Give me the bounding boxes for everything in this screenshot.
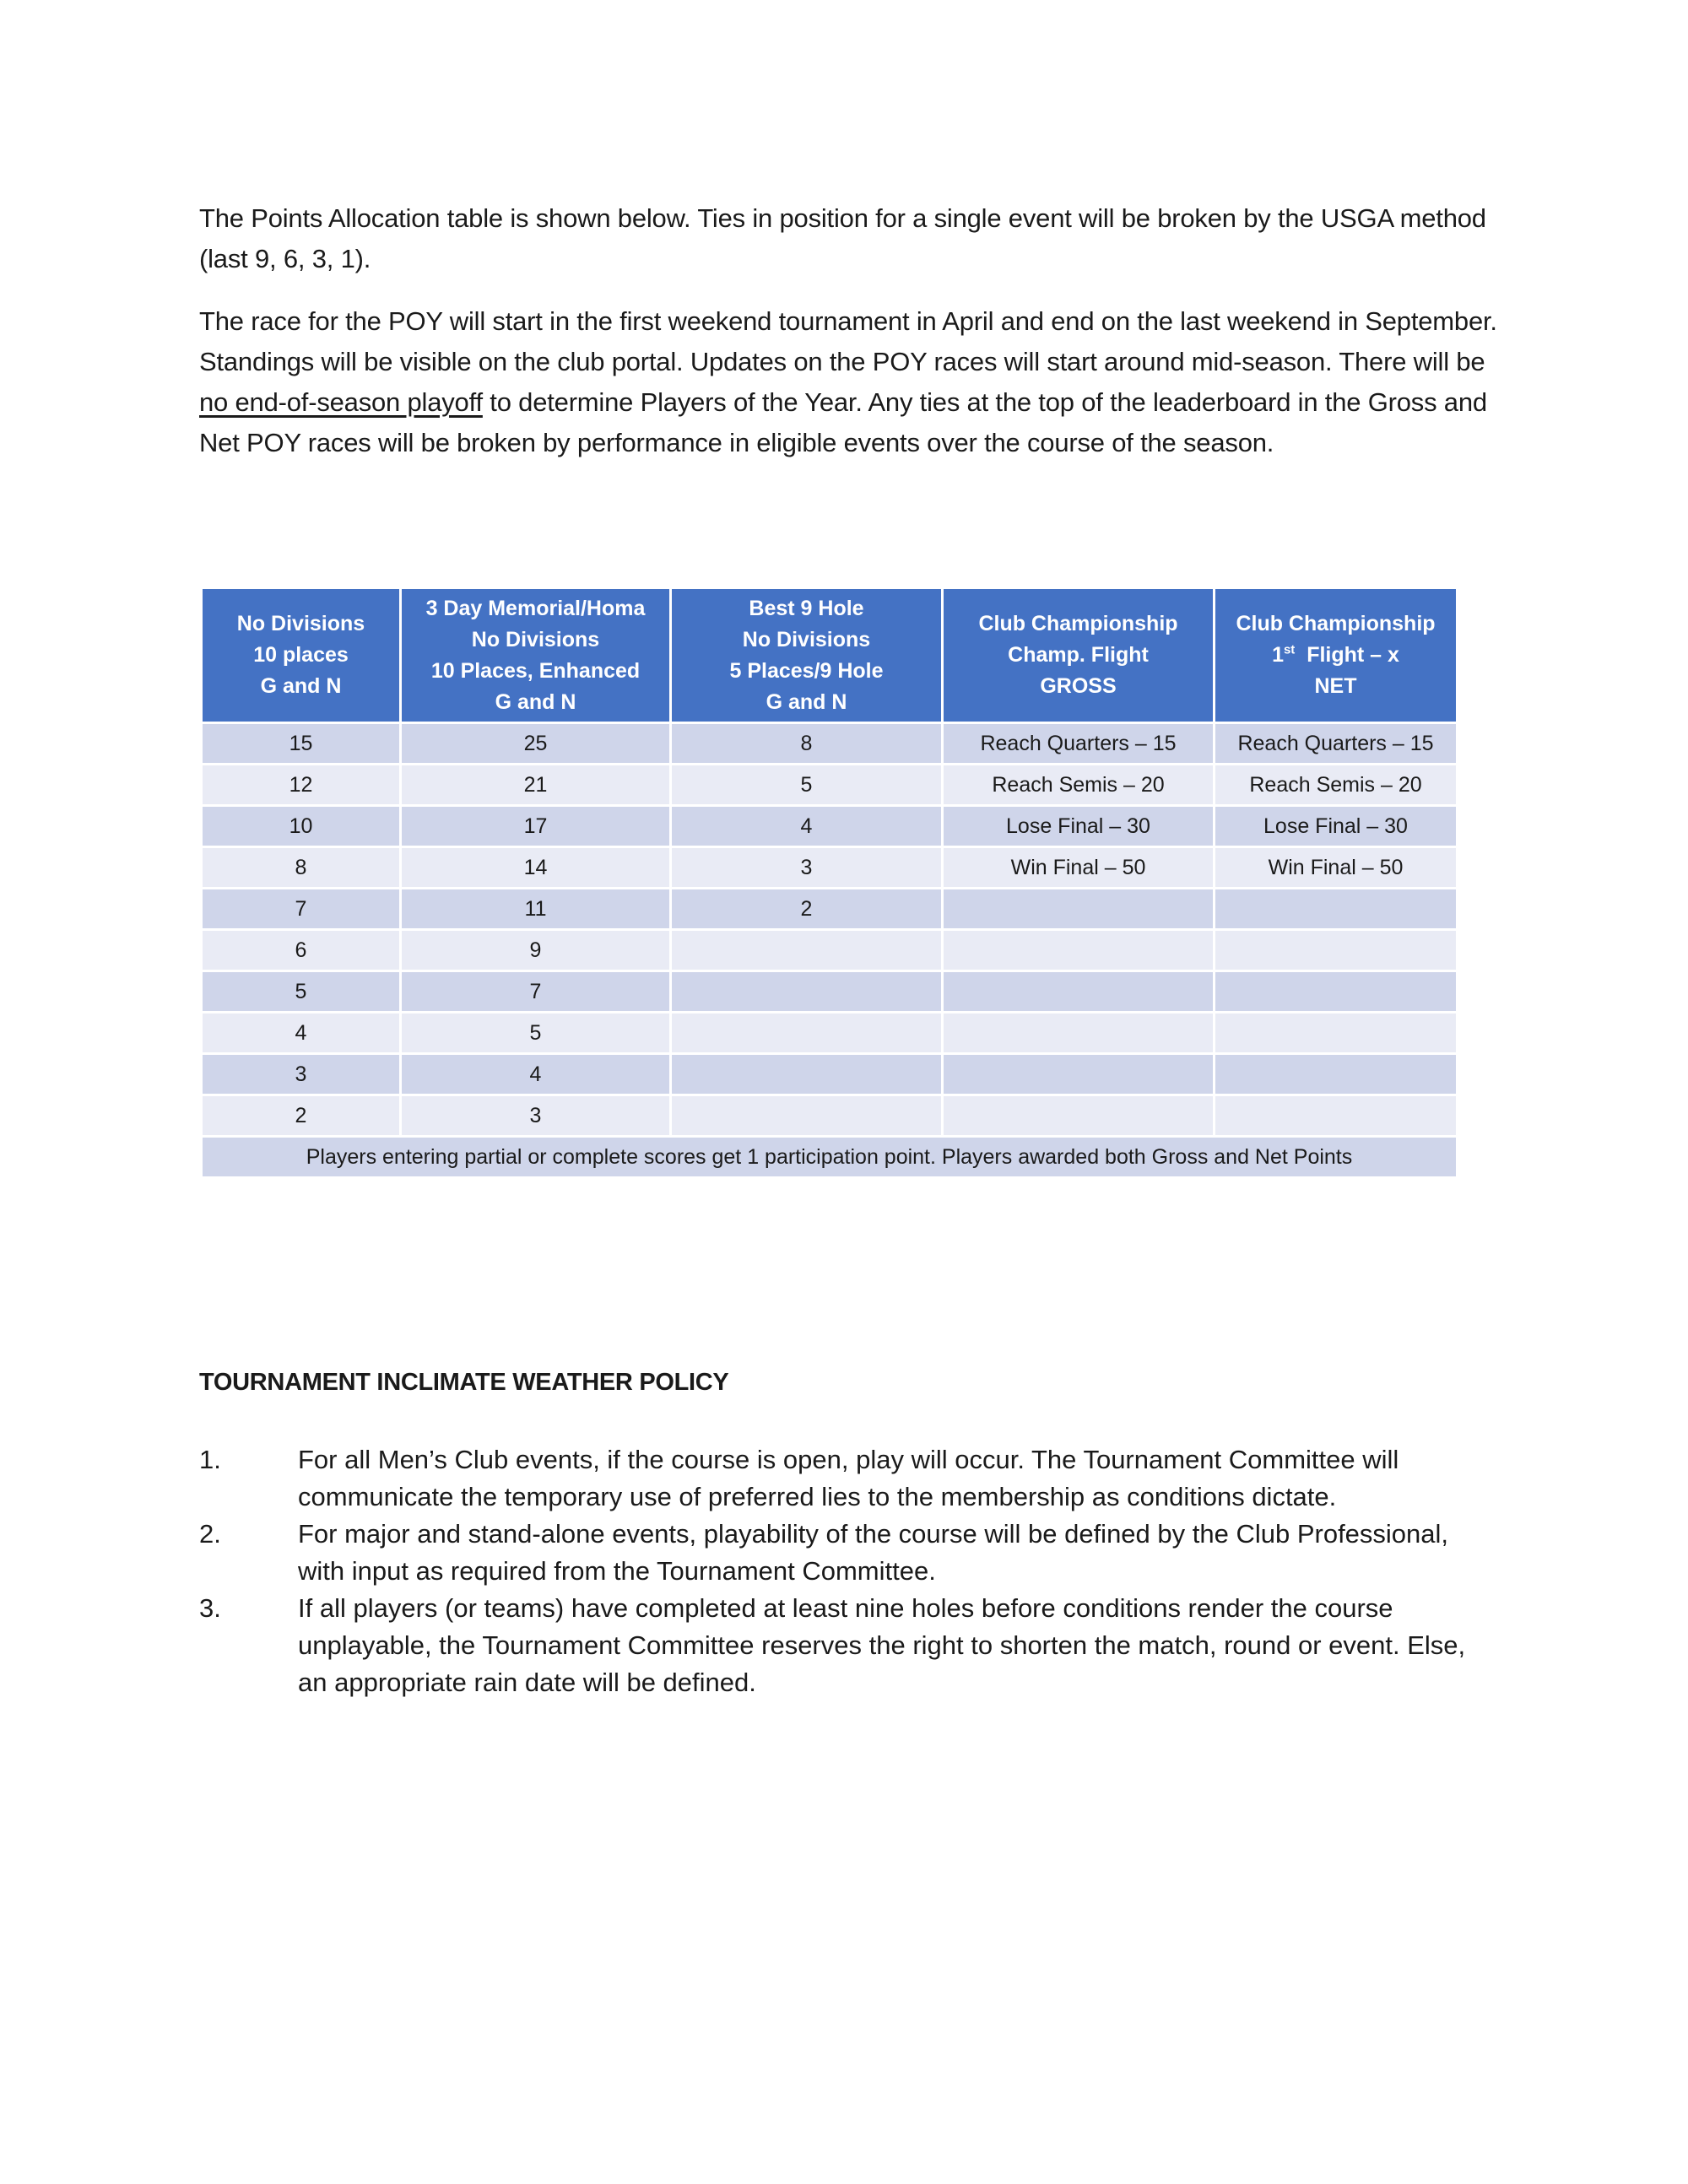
table-row [202,1013,1458,1054]
table-cell [1215,971,1458,1013]
intro-paragraph-poy-race [199,301,1499,463]
table-cell [943,889,1215,930]
header-line: Best 9 Hole [749,596,864,620]
header-line: Flight – x [1295,643,1399,667]
table-cell: 17 [401,806,671,847]
header-line: G and N [495,689,576,714]
table-cell: Win Final – 50 [1215,847,1458,889]
table-cell: Reach Quarters – 15 [943,723,1215,765]
table-cell: 3 [401,1095,671,1137]
table-cell: 11 [401,889,671,930]
header-line: No Divisions [471,627,600,651]
table-cell: 9 [401,930,671,971]
header-line: 10 Places, Enhanced [430,658,641,683]
policy-item-text: For all Men’s Club events, if the course is open, play will occur. The Tournament Committee will communicate the temporary use of preferred lies to the membership as conditions dictate. [298,1445,1399,1511]
table-cell: 5 [401,1013,671,1054]
table-row [202,889,1458,930]
header-line: 3 Day Memorial/Homa [425,596,646,620]
table-cell [1215,889,1458,930]
table-cell [943,971,1215,1013]
table-cell [671,1013,943,1054]
table-cell [1215,1013,1458,1054]
header-line: Champ. Flight [1008,643,1149,667]
table-cell: Lose Final – 30 [943,806,1215,847]
table-header-row [202,588,1458,723]
policy-item-text: For major and stand-alone events, playability of the course will be defined by the Club Professional, with input as required from the Tournament Committee. [298,1519,1449,1586]
table-cell: 7 [401,971,671,1013]
poy-text-after: to determine Players of the Year. Any ties at the top of the leaderboard in the Gross and Net POY races will be broken by performance in eligible events over the course of the season. [199,387,1487,457]
header-line: G and N [260,674,342,698]
col-header-best-9-hole [671,588,943,723]
table-cell: 5 [671,765,943,806]
table-cell: 8 [202,847,401,889]
header-line: 1 [1272,643,1284,667]
table-row [202,930,1458,971]
col-header-club-champ-net [1215,588,1458,723]
table-cell: 3 [202,1054,401,1095]
table-cell: 25 [401,723,671,765]
policy-item [199,1590,1499,1701]
policy-item [199,1516,1499,1590]
table-footer-row [202,1137,1458,1178]
intro-text-1: The Points Allocation table is shown below. Ties in position for a single event will be broken by the USGA method (last 9, 6, 3, 1). [199,203,1486,273]
table-cell: Lose Final – 30 [1215,806,1458,847]
table-cell [943,1054,1215,1095]
policy-item-number: 1. [199,1445,221,1474]
no-playoff-emphasis: no end-of-season playoff [199,387,483,417]
table-cell [671,1054,943,1095]
header-line: NET [1314,674,1357,698]
weather-policy-heading: TOURNAMENT INCLIMATE WEATHER POLICY [199,1369,729,1396]
table-row [202,847,1458,889]
points-allocation-table [200,587,1458,1179]
table-row [202,723,1458,765]
table-cell [1215,1095,1458,1137]
table-cell: 21 [401,765,671,806]
table-row [202,971,1458,1013]
table-cell: 14 [401,847,671,889]
header-line: 10 places [253,643,349,667]
table-cell: Win Final – 50 [943,847,1215,889]
policy-item [199,1441,1499,1516]
intro-paragraph-points [199,198,1499,279]
table-row [202,806,1458,847]
weather-policy-list [199,1441,1499,1701]
table-cell: Reach Quarters – 15 [1215,723,1458,765]
table-cell: 5 [202,971,401,1013]
table-cell: 15 [202,723,401,765]
col-header-club-champ-gross [943,588,1215,723]
table-cell: 8 [671,723,943,765]
policy-item-number: 3. [199,1593,221,1623]
table-cell: 10 [202,806,401,847]
table-cell [1215,1054,1458,1095]
table-row [202,1095,1458,1137]
table-cell [943,930,1215,971]
table-cell: 2 [671,889,943,930]
table-cell [943,1013,1215,1054]
poy-text-before: The race for the POY will start in the first weekend tournament in April and end on the last weekend in September. Standings will be visible on the club portal. Updates on the POY races will start around mid-season. There will be [199,306,1497,376]
table-row [202,765,1458,806]
table-cell: 4 [401,1054,671,1095]
table-cell: 3 [671,847,943,889]
table-cell: Reach Semis – 20 [943,765,1215,806]
table-cell [943,1095,1215,1137]
table-row [202,1054,1458,1095]
header-line: GROSS [1040,674,1117,698]
col-header-no-divisions [202,588,401,723]
col-header-3day-memorial [401,588,671,723]
intro-text-2 [199,301,1499,463]
table-cell: 7 [202,889,401,930]
header-line: No Divisions [236,612,365,635]
table-cell: Reach Semis – 20 [1215,765,1458,806]
table-cell: 12 [202,765,401,806]
header-line: G and N [766,689,847,714]
table-cell: 2 [202,1095,401,1137]
header-line: 5 Places/9 Hole [729,658,884,683]
header-line: No Divisions [742,627,871,651]
participation-note: Players entering partial or complete scores get 1 participation point. Players awarded both Gross and Net Points [202,1137,1458,1178]
table-cell [671,1095,943,1137]
table-cell [671,930,943,971]
table-cell: 4 [202,1013,401,1054]
policy-item-text: If all players (or teams) have completed at least nine holes before conditions render the course unplayable, the Tournament Committee reserves the right to shorten the match, round or event. Else, an appropriate rain date will be defined. [298,1593,1466,1697]
header-line: Club Championship [978,612,1178,635]
policy-item-number: 2. [199,1519,221,1549]
table-cell: 4 [671,806,943,847]
table-cell [671,971,943,1013]
table-cell [1215,930,1458,971]
ordinal-suffix: st [1283,642,1296,657]
table-cell: 6 [202,930,401,971]
header-line: Club Championship [1236,612,1436,635]
